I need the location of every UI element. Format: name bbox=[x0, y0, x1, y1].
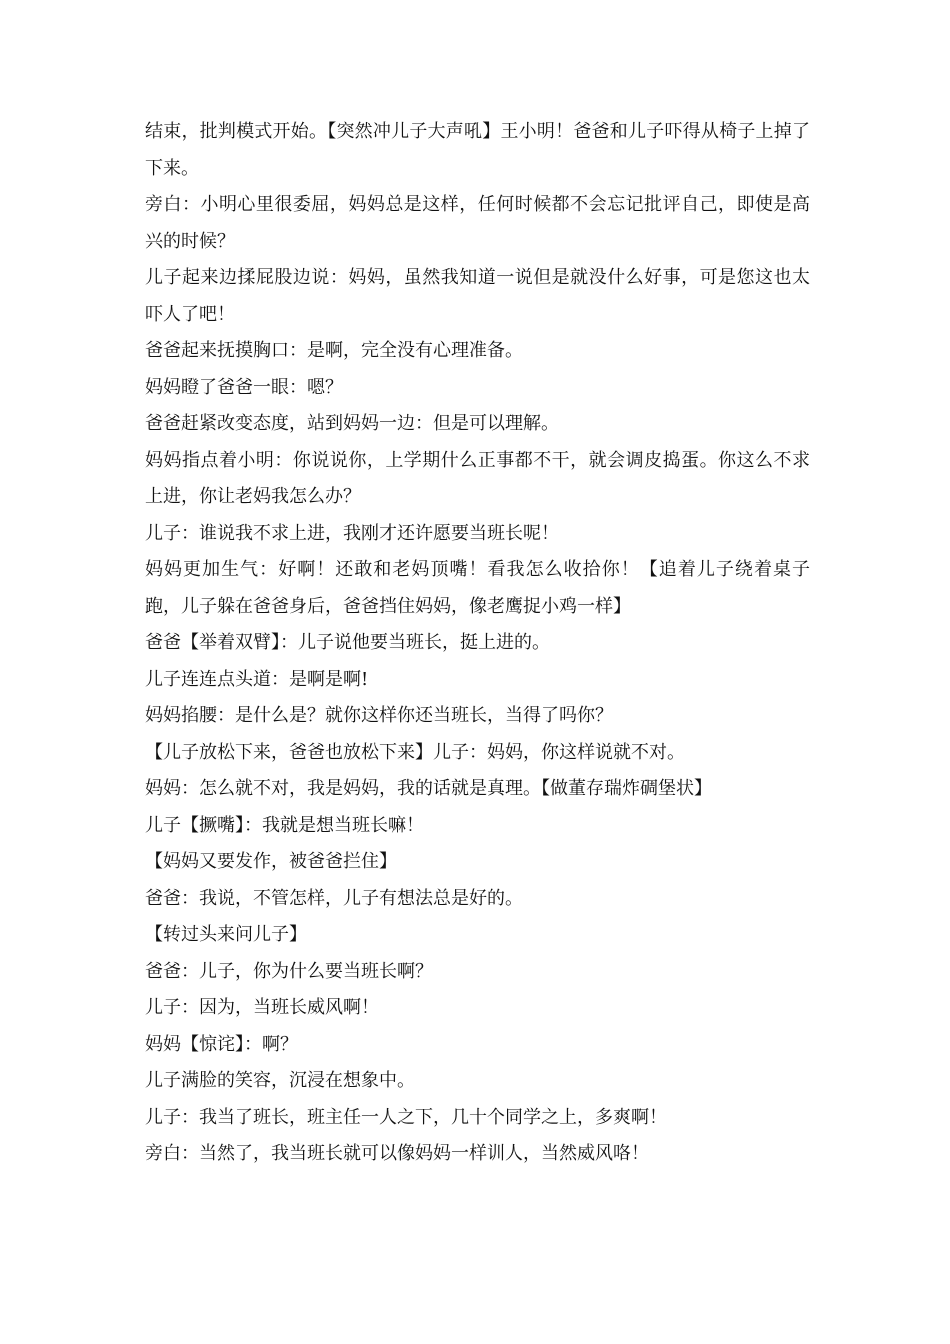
paragraph-15: 儿子【撅嘴】：我就是想当班长嘛！ bbox=[145, 814, 424, 836]
paragraph-24: 旁白：当然了，我当班长就可以像妈妈一样训人，当然威风咯！ bbox=[145, 1143, 649, 1164]
paragraph-14: 妈妈：怎么就不对，我是妈妈，我的话就是真理。【做董存瑞炸碉堡状】 bbox=[145, 778, 712, 799]
paragraph-1: 结束，批判模式开始。【突然冲儿子大声吼】王小明！爸爸和儿子吓得从椅子上掉了下来。 bbox=[145, 121, 810, 179]
document-page bbox=[145, 114, 810, 1173]
paragraph-13: 【儿子放松下来，爸爸也放松下来】儿子：妈妈，你这样说就不对。 bbox=[145, 741, 685, 763]
paragraph-17: 爸爸：我说，不管怎样，儿子有想法总是好的。 bbox=[145, 887, 523, 909]
paragraph-23: 儿子：我当了班长，班主任一人之下，几十个同学之上，多爽啊！ bbox=[145, 1106, 667, 1128]
paragraph-3: 儿子起来边揉屁股边说：妈妈，虽然我知道一说但是就没什么好事，可是您这也太吓人了吧！ bbox=[145, 267, 810, 325]
paragraph-16: 【妈妈又要发作，被爸爸拦住】 bbox=[145, 851, 397, 872]
paragraph-7: 妈妈指点着小明：你说说你，上学期什么正事都不干，就会调皮捣蛋。你这么不求上进，你让老妈我怎么办？ bbox=[145, 449, 810, 507]
paragraph-20: 儿子：因为，当班长威风啊！ bbox=[145, 997, 379, 1018]
paragraph-22: 儿子满脸的笑容，沉浸在想象中。 bbox=[145, 1070, 415, 1091]
paragraph-6: 爸爸赶紧改变态度，站到妈妈一边：但是可以理解。 bbox=[145, 413, 559, 434]
paragraph-4: 爸爸起来抚摸胸口：是啊，完全没有心理准备。 bbox=[145, 340, 523, 361]
paragraph-10: 爸爸【举着双臂】：儿子说他要当班长，挺上进的。 bbox=[145, 632, 550, 653]
paragraph-21: 妈妈【惊诧】：啊？ bbox=[145, 1033, 298, 1055]
paragraph-8: 儿子：谁说我不求上进，我刚才还许愿要当班长呢！ bbox=[145, 522, 559, 544]
paragraph-18: 【转过头来问儿子】 bbox=[145, 924, 307, 945]
paragraph-12: 妈妈掐腰：是什么是？就你这样你还当班长，当得了吗你？ bbox=[145, 705, 613, 726]
paragraph-2: 旁白：小明心里很委屈，妈妈总是这样，任何时候都不会忘记批评自己，即使是高兴的时候？ bbox=[145, 194, 810, 252]
paragraph-19: 爸爸：儿子，你为什么要当班长啊？ bbox=[145, 960, 433, 982]
paragraph-5: 妈妈瞪了爸爸一眼：嗯？ bbox=[145, 376, 343, 398]
paragraph-11: 儿子连连点头道：是啊是啊! bbox=[145, 668, 369, 690]
paragraph-9: 妈妈更加生气：好啊！还敢和老妈顶嘴！看我怎么收拾你！【追着儿子绕着桌子跑，儿子躲在爸爸身后，爸爸挡住妈妈，像老鹰捉小鸡一样】 bbox=[145, 559, 810, 617]
